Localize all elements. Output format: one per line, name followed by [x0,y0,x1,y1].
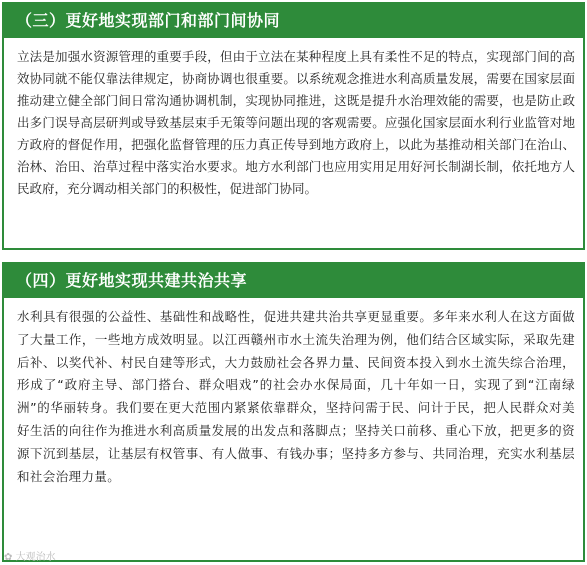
watermark-logo [4,548,56,563]
watermark-icon: ✿ [4,552,13,563]
watermark-text: 大观治水 [15,552,56,563]
section-paragraph: 水利具有很强的公益性、基础性和战略性，促进共建共治共享更显重要。多年来水利人在这方面做了大量工作，一些地方成效明显。以江西赣州市水土流失治理为例，他们结合区域实际，采取先建后补、以奖代补、村民自建等形式，大力鼓励社会各界力量、民间资本投入到水土流失综合治理，形成了“政府主导、部门搭台、群众唱戏”的社会办水保局面，几十年如一日，实现了到“江南绿洲”的华丽转身。我们要在更大范围内紧紧依靠群众，坚持问需于民、问计于民，把人民群众对美好生活的向往作为推进水利高质量发展的出发点和落脚点；坚持关口前移、重心下放，把更多的资源下沉到基层，让基层有权管事、有人做事、有钱办事；坚持多方参与、共同治理，充实水利基层和社会治理力量。 [17,309,575,484]
section-departmental-coordination [2,2,585,250]
section-paragraph: 立法是加强水资源管理的重要手段，但由于立法在某种程度上具有柔性不足的特点，实现部门间的高效协同就不能仅靠法律规定，协商协调也很重要。以系统观念推进水利高质量发展，需要在国家层面推动建立健全部门间日常沟通协调机制，实现协同推进，这既是提升水治理效能的需要，也是防止政出多门误导高层研判或导致基层束手无策等问题出现的客观需要。应强化国家层面水利行业监管对地方政府的督促作用，把强化监督管理的压力真正传导到地方政府上，以此为基推动相关部门在治山、治林、治田、治草过程中落实治水要求。地方水利部门也应用实用足用好河长制湖长制，依托地方人民政府，充分调动相关部门的积极性，促进部门协同。 [17,49,575,196]
section-co-governance [2,262,585,562]
section-heading: （四）更好地实现共建共治共享 [4,264,583,298]
section-heading: （三）更好地实现部门和部门间协同 [4,4,583,38]
